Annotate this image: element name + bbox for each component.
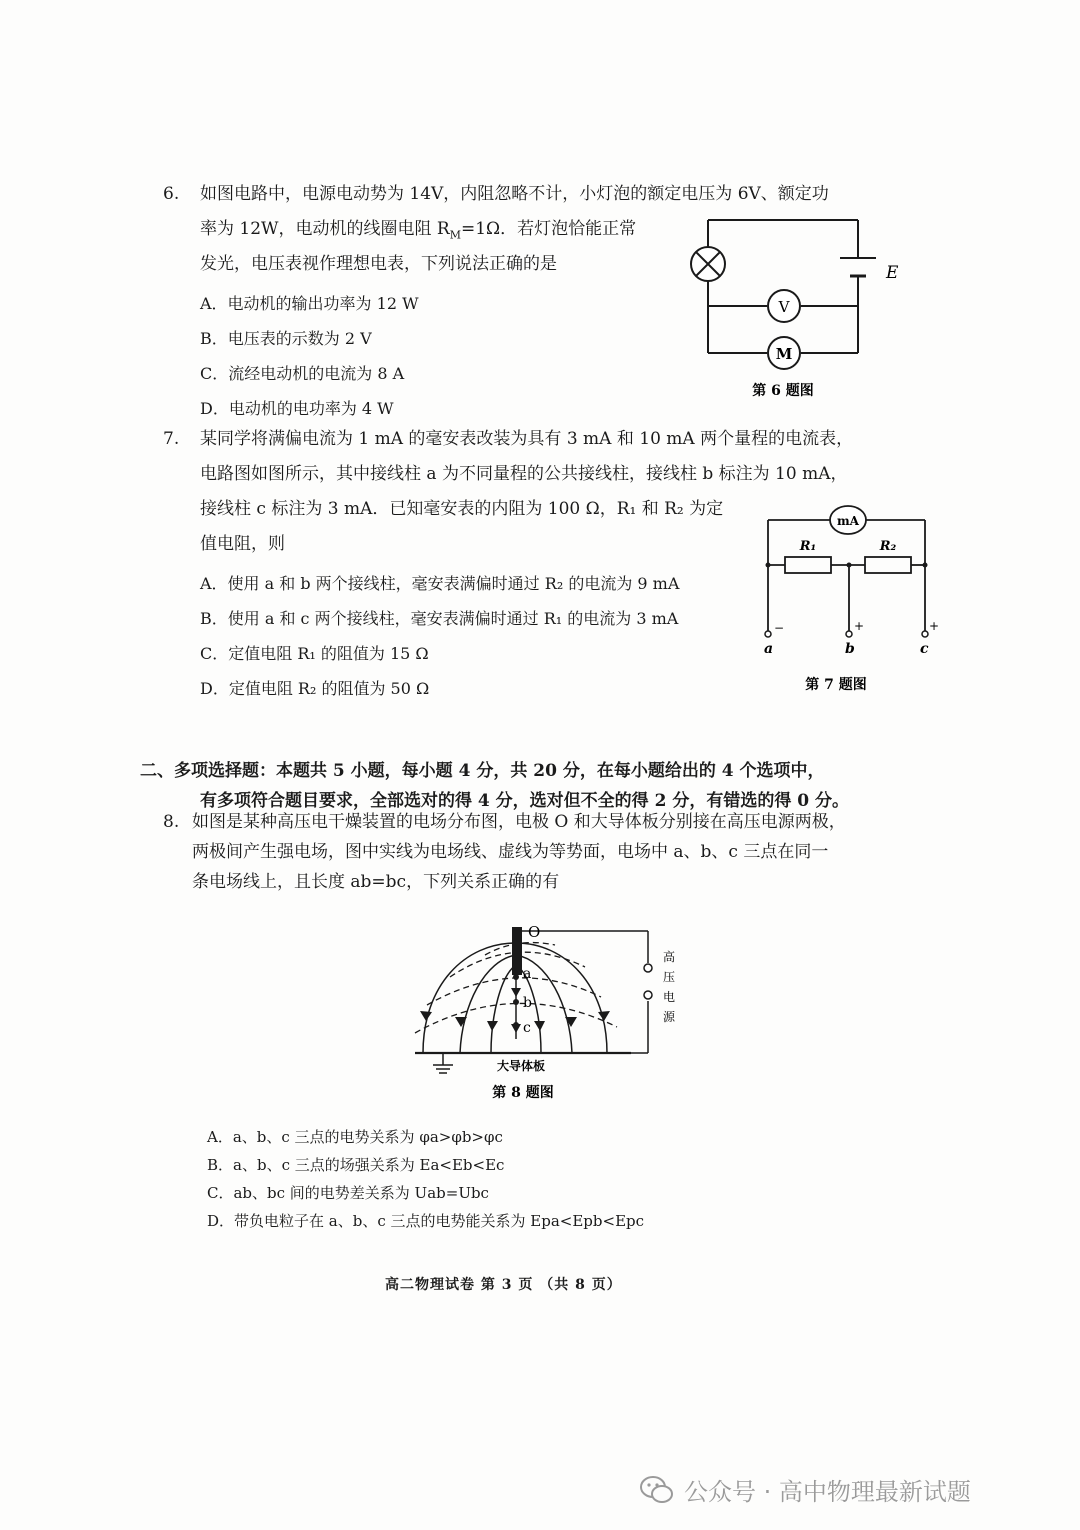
wechat-icon	[640, 1475, 674, 1505]
svg-text:M: M	[775, 345, 793, 363]
plate-label: 大导体板	[496, 1059, 546, 1073]
q8-option-b: B．a、b、c 三点的场强关系为 Ea<Eb<Ec	[207, 1156, 505, 1174]
svg-text:V: V	[778, 298, 790, 316]
q7-option-c: C．定值电阻 R₁ 的阻值为 15 Ω	[200, 644, 429, 663]
q8-line-1: 如图是某种高压电干燥装置的电场分布图，电极 O 和大导体板分别接在高压电源两极，	[192, 812, 846, 832]
terminal-a-sign: −	[774, 621, 785, 635]
voltmeter-icon	[768, 290, 800, 322]
q6-line-3: 发光，电压表视作理想电表，下列说法正确的是	[200, 254, 557, 274]
point-a-label: a	[523, 966, 532, 982]
q7-line-3: 接线柱 c 标注为 3 mA．已知毫安表的内阻为 100 Ω，R₁ 和 R₂ 为定	[200, 499, 724, 519]
q7-line-1: 某同学将满偏电流为 1 mA 的毫安表改装为具有 3 mA 和 10 mA 两个量程的电流表，	[200, 429, 854, 449]
watermark	[640, 1472, 971, 1507]
electrode-o	[512, 927, 522, 975]
emf-label: E	[886, 263, 899, 283]
source-label-3: 电	[663, 990, 676, 1004]
q8-field-figure	[405, 915, 705, 1105]
q7-figure-caption: 第 7 题图	[805, 677, 867, 693]
r1-label: R₁	[799, 539, 817, 554]
q8-option-a: A．a、b、c 三点的电势关系为 φa>φb>φc	[207, 1128, 503, 1146]
source-label-1: 高	[663, 950, 676, 964]
q6-option-a: A．电动机的输出功率为 12 W	[200, 294, 419, 313]
electrode-label: O	[528, 923, 541, 941]
milliammeter-icon	[830, 506, 866, 534]
terminal-b-sign: +	[854, 619, 865, 633]
q6-line-1: 如图电路中，电源电动势为 14V，内阻忽略不计，小灯泡的额定电压为 6V、额定功	[200, 184, 829, 204]
terminal-c-sign: +	[929, 619, 940, 633]
q7-line-4: 值电阻，则	[200, 534, 285, 554]
q7-option-b: B．使用 a 和 c 两个接线柱，毫安表满偏时通过 R₁ 的电流为 3 mA	[200, 609, 679, 628]
lamp-icon	[691, 247, 725, 281]
battery-icon	[840, 258, 876, 276]
source-label-2: 压	[663, 970, 676, 984]
page-footer: 高二物理试卷 第 3 页 （共 8 页）	[385, 1277, 622, 1293]
terminal-a-label: a	[764, 641, 774, 657]
q6-line-2: 率为 12W，电动机的线圈电阻 $R_M=1\Omega$．若灯泡恰能正常	[200, 219, 637, 242]
source-label-4: 源	[663, 1010, 676, 1024]
point-c-label: c	[523, 1020, 531, 1036]
q6-option-c: C．流经电动机的电流为 8 A	[200, 364, 405, 383]
point-b-label: b	[523, 995, 532, 1011]
svg-text:mA: mA	[836, 514, 860, 528]
terminal-b-label: b	[845, 641, 855, 657]
q7-option-a: A．使用 a 和 b 两个接线柱，毫安表满偏时通过 R₂ 的电流为 9 mA	[200, 574, 680, 593]
q6-option-b: B．电压表的示数为 2 V	[200, 329, 372, 348]
motor-icon	[768, 337, 800, 369]
q6-option-d: D．电动机的电功率为 4 W	[200, 399, 394, 418]
section2-heading-line-2: 有多项符合题目要求，全部选对的得 4 分，选对但不全的得 2 分，有错选的得 0 分。	[200, 791, 849, 811]
q6-figure-caption: 第 6 题图	[752, 383, 814, 399]
section2-heading-line-1: 二、多项选择题：本题共 5 小题，每小题 4 分，共 20 分，在每小题给出的 4 个选项中，	[140, 761, 825, 781]
q8-option-d: D．带负电粒子在 a、b、c 三点的电势能关系为 Epa<Epb<Epc	[207, 1212, 645, 1230]
q8-figure-caption: 第 8 题图	[492, 1085, 554, 1101]
terminal-c-label: c	[920, 641, 929, 657]
r2-label: R₂	[879, 539, 897, 554]
q8-option-c: C．ab、bc 间的电势差关系为 Uab=Ubc	[207, 1184, 489, 1202]
q8-number: 8.	[163, 812, 180, 832]
watermark-text: 公众号 · 高中物理最新试题	[684, 1478, 971, 1506]
q7-number: 7.	[163, 429, 180, 449]
q7-option-d: D．定值电阻 R₂ 的阻值为 50 Ω	[200, 679, 430, 698]
q7-circuit-figure	[750, 500, 950, 700]
q6-number: 6.	[163, 184, 180, 204]
q7-line-2: 电路图如图所示，其中接线柱 a 为不同量程的公共接线柱，接线柱 b 标注为 10 mA，	[200, 464, 848, 484]
q8-line-3: 条电场线上，且长度 ab=bc，下列关系正确的有	[192, 872, 560, 892]
q8-line-2: 两极间产生强电场，图中实线为电场线、虚线为等势面，电场中 a、b、c 三点在同一	[192, 842, 829, 862]
q6-circuit-figure	[680, 205, 910, 410]
